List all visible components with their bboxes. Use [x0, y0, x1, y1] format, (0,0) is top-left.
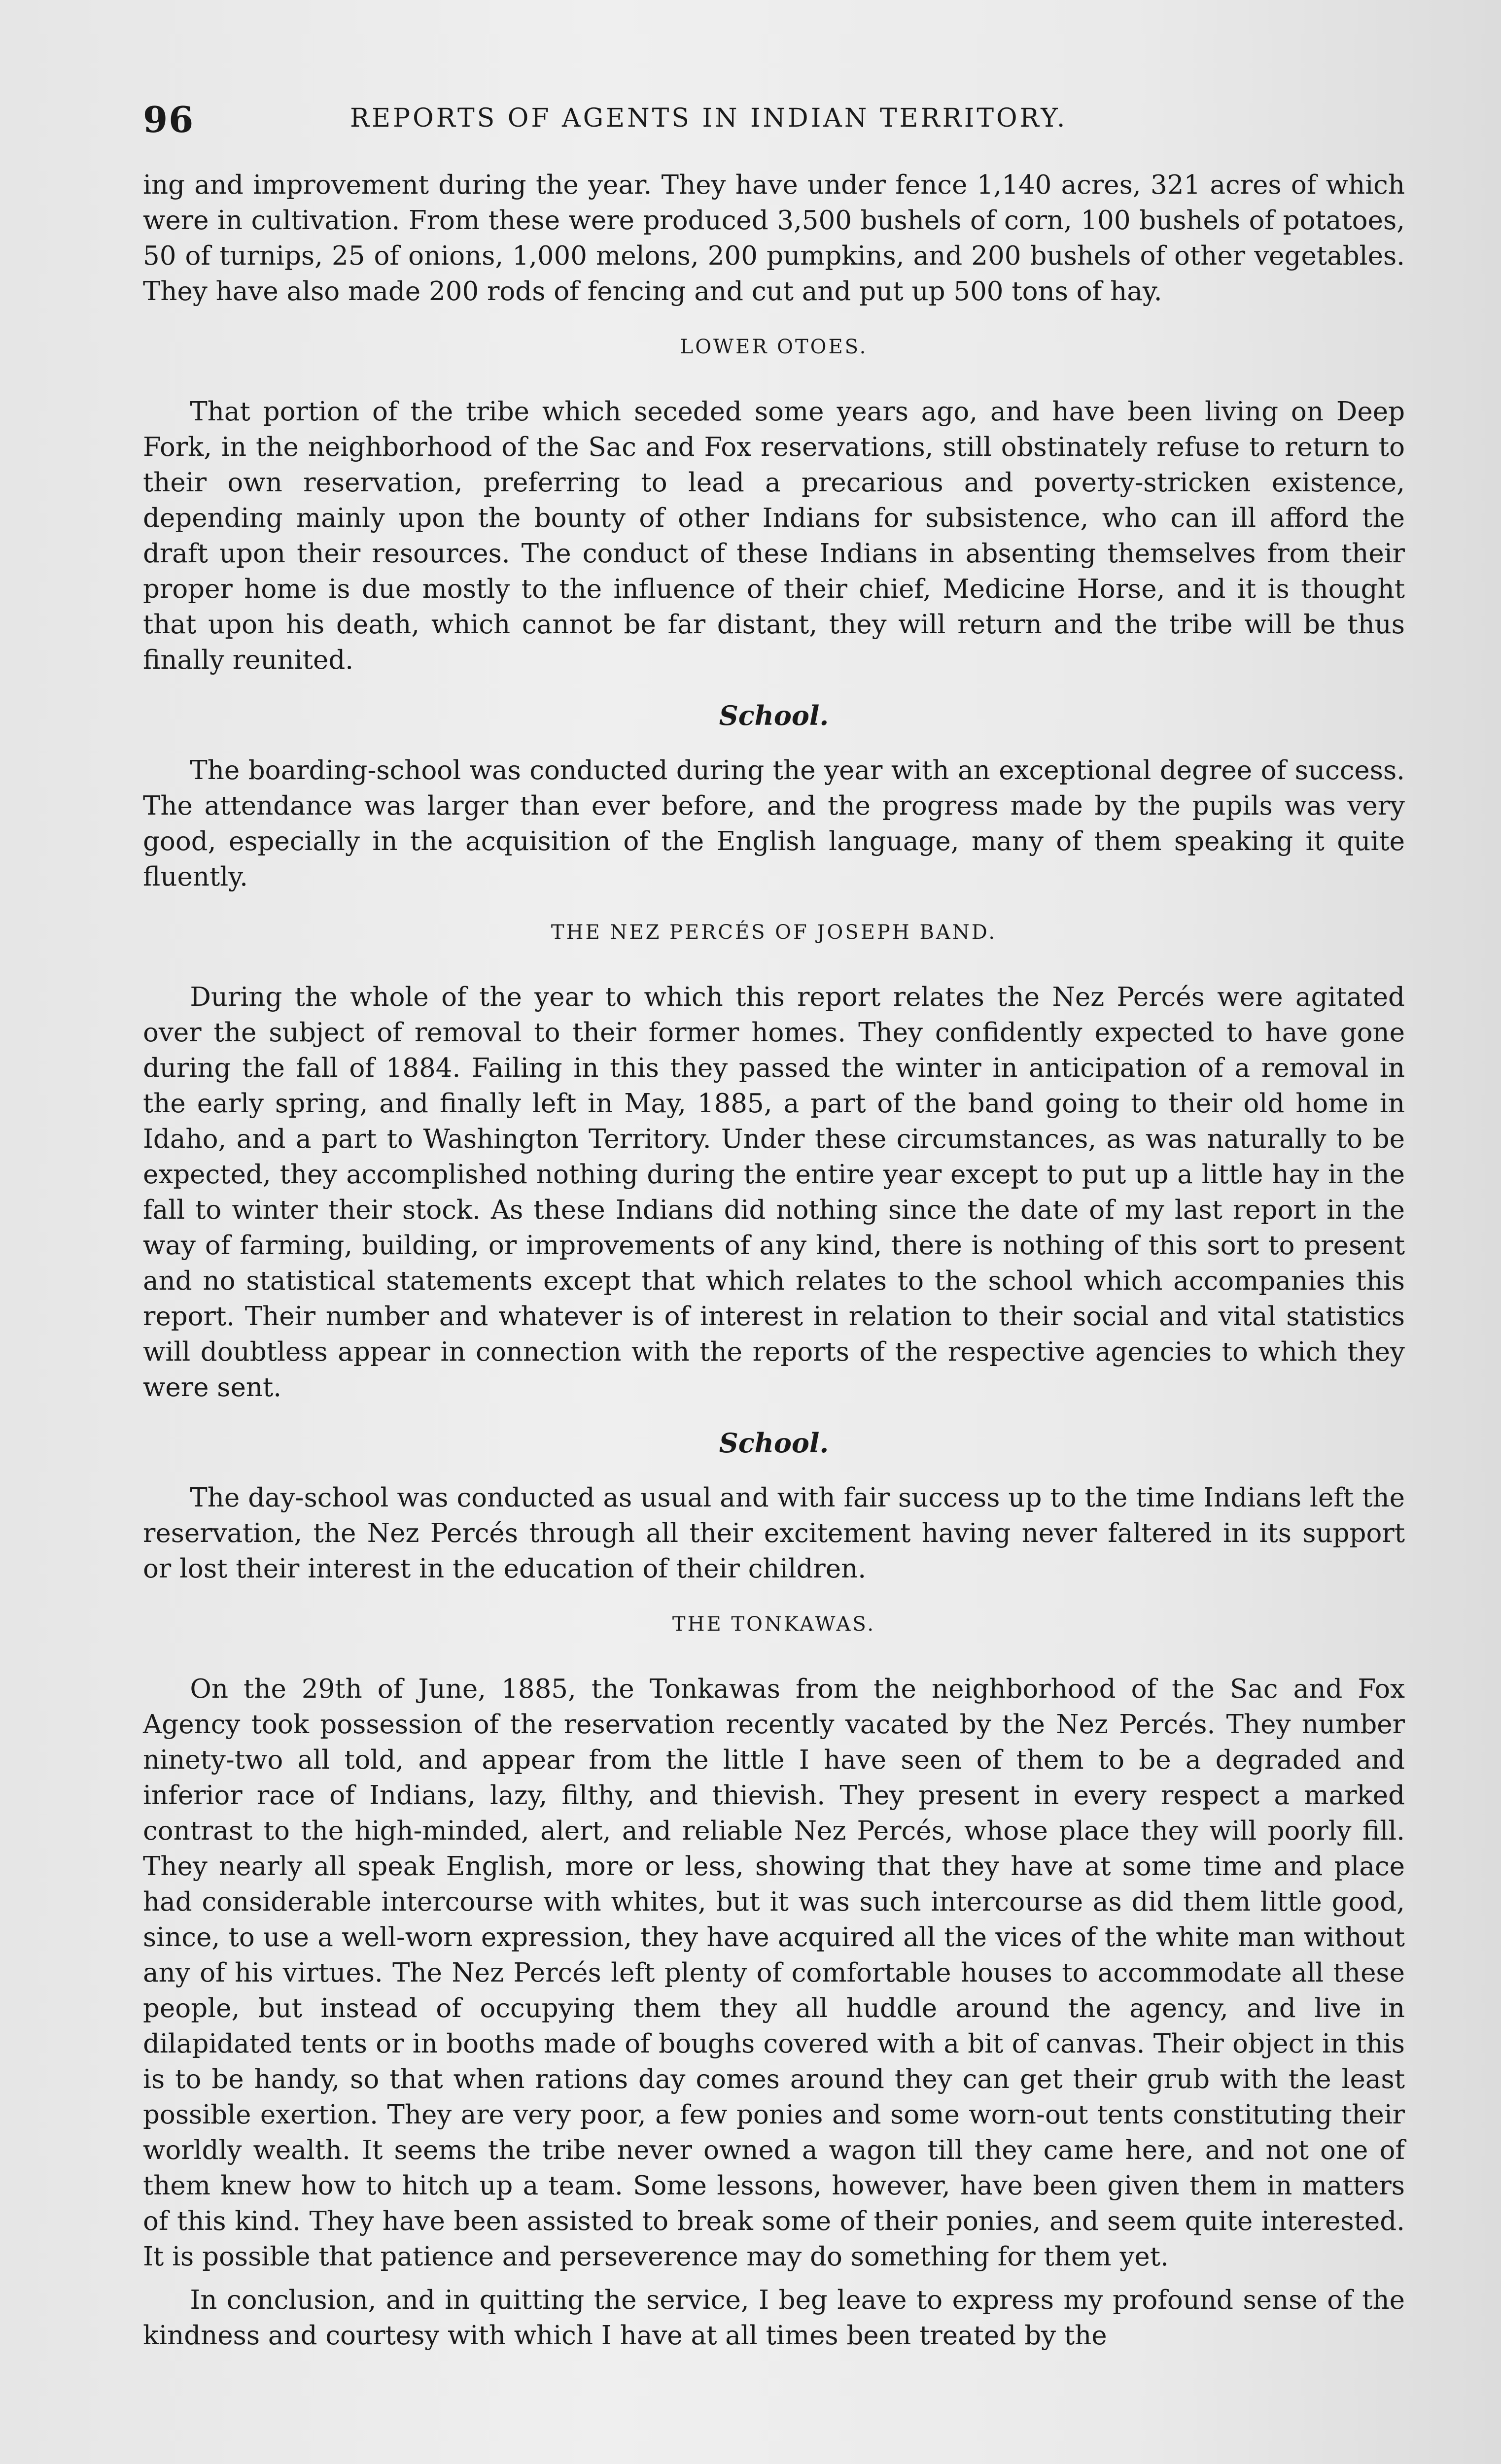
- page-number: 96: [143, 99, 195, 140]
- lower-otoes-paragraph: That portion of the tribe which seceded some years ago, and have been living on Deep Fork, in the neighborhood of the Sac and Fox reservations, still obstinately refuse to return to their own reservation, preferring to lead a precarious and poverty-stricken existence, depending mainly upon the bounty of other Indians for subsistence, who can ill afford the draft upon their resources. The conduct of these Indians in absenting themselves from their proper home is due mostly to the influence of their chief, Medicine Horse, and it is thought that upon his death, which cannot be far distant, they will return and the tribe will be thus finally reunited.: [143, 397, 1405, 675]
- page-body: [143, 168, 1405, 2354]
- page-header: [143, 99, 1405, 158]
- conclusion-paragraph: In conclusion, and in quitting the service, I beg leave to express my profound sense of the kindness and courtesy with which I have at all times been treated by the: [143, 2285, 1405, 2351]
- lower-otoes-school-heading: School.: [719, 700, 829, 731]
- nez-perces-school-paragraph: The day-school was conducted as usual and with fair success up to the time Indians left the reservation, the Nez Percés through all their excitement having never faltered in its support or lost their interest in the education of their children.: [143, 1483, 1405, 1584]
- lower-otoes-school-paragraph: The boarding-school was conducted during the year with an exceptional degree of success. The attendance was larger than ever before, and the progress made by the pupils was very good, especially in the acquisition of the English language, many of them speaking it quite fluently.: [143, 755, 1405, 892]
- section-heading-tonkawas: THE TONKAWAS.: [672, 1613, 876, 1636]
- nez-perces-school-heading: School.: [719, 1427, 829, 1459]
- nez-perces-paragraph: During the whole of the year to which this report relates the Nez Percés were agitated over the subject of removal to their former homes. They confidently expected to have gone during the fall of 1884. Failing in this they passed the winter in anticipation of a removal in the early spring, and finally left in May, 1885, a part of the band going to their old home in Idaho, and a part to Washington Territory. Under these circumstances, as was naturally to be expected, they accomplished nothing during the entire year except to put up a little hay in the fall to winter their stock. As these Indians did nothing since the date of my last report in the way of farming, building, or improvements of any kind, there is nothing of this sort to present and no statistical statements except that which relates to the school which accompanies this report. Their number and whatever is of interest in relation to their social and vital statistics will doubtless appear in connection with the reports of the respective agencies to which they were sent.: [143, 982, 1405, 1403]
- running-head: REPORTS OF AGENTS IN INDIAN TERRITORY.: [350, 103, 1068, 133]
- tonkawas-paragraph: On the 29th of June, 1885, the Tonkawas from the neighborhood of the Sac and Fox Agency took possession of the reservation recently vacated by the Nez Percés. They number ninety-two all told, and appear from the little I have seen of them to be a degraded and inferior race of Indians, lazy, filthy, and thievish. They present in every respect a marked contrast to the high-minded, alert, and reliable Nez Percés, whose place they will poorly fill. They nearly all speak English, more or less, showing that they have at some time and place had considerable intercourse with whites, but it was such intercourse as did them little good, since, to use a well-worn expression, they have acquired all the vices of the white man without any of his virtues. The Nez Percés left plenty of comfortable houses to accommodate all these people, but instead of occupying them they all huddle around the agency, and live in dilapidated tents or in booths made of boughs covered with a bit of canvas. Their object in this is to be handy, so that when rations day comes around they can get their grub with the least possible exertion. They are very poor, a few ponies and some worn-out tents constituting their worldly wealth. It seems the tribe never owned a wagon till they came here, and not one of them knew how to hitch up a team. Some lessons, however, have been given them in matters of this kind. They have been assisted to break some of their ponies, and seem quite interested. It is possible that patience and perseverence may do something for them yet.: [143, 1674, 1405, 2272]
- intro-paragraph: ing and improvement during the year. They have under fence 1,140 acres, 321 acres of which were in cultivation. From these were produced 3,500 bushels of corn, 100 bushels of potatoes, 50 of turnips, 25 of onions, 1,000 melons, 200 pumpkins, and 200 bushels of other vegetables. They have also made 200 rods of fencing and cut and put up 500 tons of hay.: [143, 170, 1405, 307]
- section-heading-nez-perces: THE NEZ PERCÉS OF JOSEPH BAND.: [551, 921, 997, 944]
- section-heading-lower-otoes: LOWER OTOES.: [680, 336, 868, 358]
